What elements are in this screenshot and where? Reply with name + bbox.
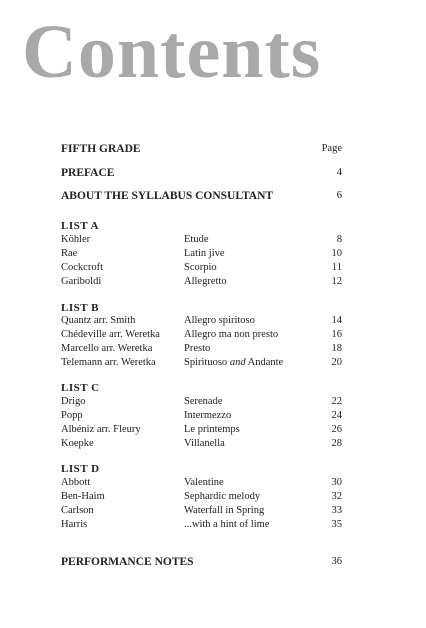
page-number: 30 [331,477,342,488]
composer: Köhler [61,234,91,245]
title-part: Andante [245,357,284,368]
composer: Carlson [61,505,94,516]
toc-entry-performance-notes[interactable] [61,555,342,569]
piece-title: Allegro ma non presto [184,329,279,340]
piece-title: Waterfall in Spring [184,505,265,516]
toc-row[interactable] [61,247,342,261]
page-number: 20 [331,357,342,368]
toc-row[interactable] [61,356,342,370]
page-column-label: Page [321,143,342,154]
toc-entry-preface[interactable] [61,166,342,180]
composer: Ben-Haim [61,491,105,502]
composer: Gariboldi [61,276,102,287]
toc-row[interactable] [61,423,342,437]
composer: Albéniz arr. Fleury [61,424,141,435]
piece-title: Le printemps [184,424,240,435]
composer: Rae [61,248,78,259]
page-number: 22 [331,396,342,407]
list-d-heading [61,462,342,476]
list-heading-label: LIST D [61,463,100,475]
page-number: 14 [331,315,342,326]
composer: Abbott [61,477,91,488]
list-a-heading [61,219,342,233]
piece-title: Valentine [184,477,224,488]
piece-title: Presto [184,343,211,354]
section-header-fifth-grade [61,142,342,156]
page-number: 26 [331,424,342,435]
page-number: 8 [336,234,342,245]
toc-row[interactable] [61,233,342,247]
list-c-heading [61,381,342,395]
piece-title: Sephardic melody [184,491,261,502]
piece-title: Allegro spiritoso [184,315,255,326]
toc-row[interactable] [61,490,342,504]
piece-title: Villanella [184,438,225,449]
piece-title: Scorpio [184,262,217,273]
entry-page: 4 [336,167,342,178]
entry-label: PREFACE [61,167,115,179]
page-number: 11 [331,262,342,273]
piece-title: Serenade [184,396,223,407]
entry-label: ABOUT THE SYLLABUS CONSULTANT [61,190,274,202]
list-heading-label: LIST B [61,302,99,314]
composer: Marcello arr. Weretka [61,343,153,354]
page-number: 12 [331,276,342,287]
toc-row[interactable] [61,504,342,518]
page-number: 24 [331,410,342,421]
piece-title: Intermezzo [184,410,232,421]
toc-row[interactable] [61,409,342,423]
composer: Popp [61,410,83,421]
piece-title: Latin jive [184,248,225,259]
piece-title: Etude [184,234,209,245]
composer: Koepke [61,438,94,449]
toc-row[interactable] [61,437,342,451]
toc-entry-syllabus-consultant[interactable] [61,189,342,203]
page-number: 16 [331,329,342,340]
composer: Drigo [61,396,86,407]
toc-row[interactable] [61,395,342,409]
title-italic-part: and [229,357,246,368]
composer: Telemann arr. Weretka [61,357,156,368]
entry-page: 36 [331,556,342,567]
page-number: 35 [331,519,342,530]
toc-row[interactable] [61,328,342,342]
composer: Quantz arr. Smith [61,315,136,326]
page-number: 28 [331,438,342,449]
piece-title [184,356,283,370]
piece-title: Allegretto [184,276,227,287]
list-b-heading [61,301,342,315]
entry-page: 6 [336,190,342,201]
composer: Chédeville arr. Weretka [61,329,160,340]
toc-row[interactable] [61,342,342,356]
toc-row[interactable] [61,261,342,275]
toc-row[interactable] [61,314,342,328]
piece-title: ...with a hint of lime [184,519,270,530]
grade-label: FIFTH GRADE [61,143,141,155]
list-heading-label: LIST A [61,220,99,232]
entry-label: PERFORMANCE NOTES [61,556,194,568]
page-number: 32 [331,491,342,502]
title-part: Spirituoso [184,357,230,368]
page-title: Contents [22,10,322,94]
list-heading-label: LIST C [61,382,100,394]
toc-row[interactable] [61,275,342,289]
page-number: 18 [331,343,342,354]
composer: Cockcroft [61,262,103,273]
composer: Harris [61,519,88,530]
page-number: 10 [331,248,342,259]
toc-row[interactable] [61,518,342,532]
toc-row[interactable] [61,476,342,490]
page-number: 33 [331,505,342,516]
